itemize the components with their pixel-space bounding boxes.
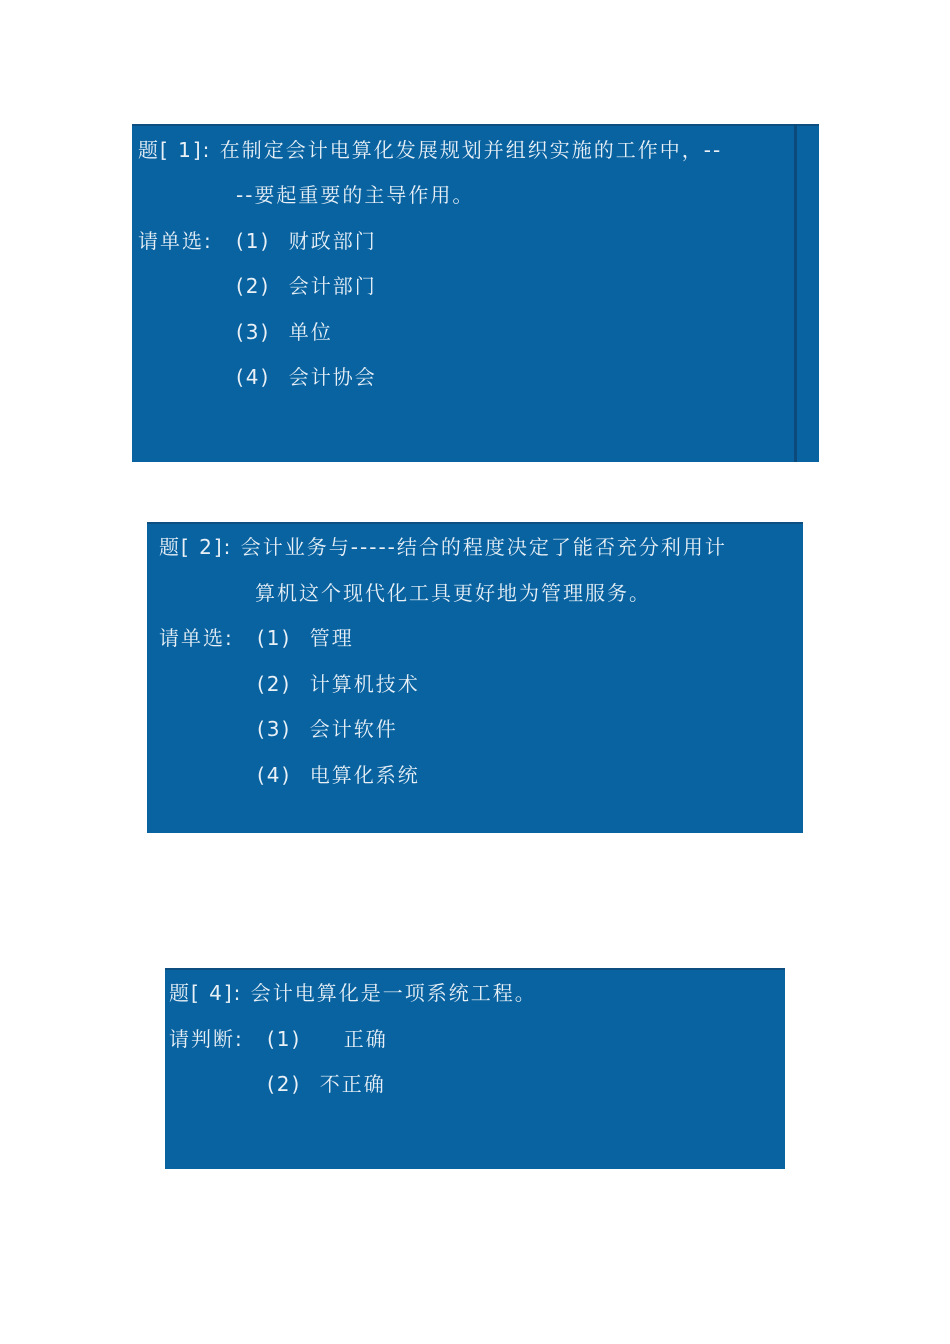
question-2-option-3[interactable]: [257, 715, 398, 743]
option-text: 会计协会: [288, 365, 377, 389]
question-2-label: 题[ 2]:: [159, 535, 233, 559]
question-2-text-line-2: 算机这个现代化工具更好地为管理服务。: [255, 581, 651, 605]
option-number: (2): [236, 274, 271, 298]
question-1-line-1: [138, 136, 722, 164]
option-number: (1): [236, 229, 271, 253]
option-number: (3): [257, 717, 292, 741]
panel-top-border: [132, 124, 819, 126]
question-1-text-line-2: --要起重要的主导作用。: [236, 183, 475, 207]
option-text: 正确: [343, 1027, 388, 1051]
option-number: (2): [257, 672, 292, 696]
option-text: 会计部门: [288, 274, 377, 298]
option-text: 管理: [309, 626, 354, 650]
question-2-option-1[interactable]: [257, 624, 354, 652]
question-1-label: 题[ 1]:: [138, 138, 212, 162]
question-2-option-2[interactable]: [257, 670, 420, 698]
question-1-option-3[interactable]: [236, 318, 333, 346]
question-2-option-4[interactable]: [257, 761, 420, 789]
question-panel-1: [132, 124, 819, 462]
question-4-text-line-1: 会计电算化是一项系统工程。: [250, 981, 537, 1005]
question-2-prompt: 请单选:: [159, 626, 234, 650]
option-text: 会计软件: [309, 717, 398, 741]
question-1-option-1[interactable]: [236, 227, 377, 255]
question-panel-2: [147, 522, 803, 833]
panel-right-edge: [794, 124, 797, 462]
question-4-line-1: [169, 979, 537, 1007]
panel-top-border: [147, 522, 803, 524]
option-number: (4): [257, 763, 292, 787]
question-4-option-1[interactable]: [267, 1025, 388, 1053]
question-4-label: 题[ 4]:: [169, 981, 243, 1005]
option-number: (2): [267, 1072, 302, 1096]
question-panel-4: [165, 968, 785, 1169]
option-text: 不正确: [319, 1072, 386, 1096]
option-number: (4): [236, 365, 271, 389]
panel-top-border: [165, 968, 785, 970]
question-2-line-1: [159, 533, 727, 561]
question-1-text-line-1: 在制定会计电算化发展规划并组织实施的工作中，--: [219, 138, 723, 162]
question-4-option-2[interactable]: [267, 1070, 386, 1098]
question-4-prompt: 请判断:: [169, 1027, 244, 1051]
question-1-prompt: 请单选:: [138, 229, 213, 253]
option-text: 单位: [288, 320, 333, 344]
question-2-text-line-1: 会计业务与-----结合的程度决定了能否充分利用计: [240, 535, 727, 559]
question-1-option-4[interactable]: [236, 363, 377, 391]
option-text: 电算化系统: [309, 763, 420, 787]
option-text: 计算机技术: [309, 672, 420, 696]
option-number: (1): [267, 1027, 302, 1051]
option-text: 财政部门: [288, 229, 377, 253]
option-number: (1): [257, 626, 292, 650]
question-1-option-2[interactable]: [236, 272, 377, 300]
option-number: (3): [236, 320, 271, 344]
